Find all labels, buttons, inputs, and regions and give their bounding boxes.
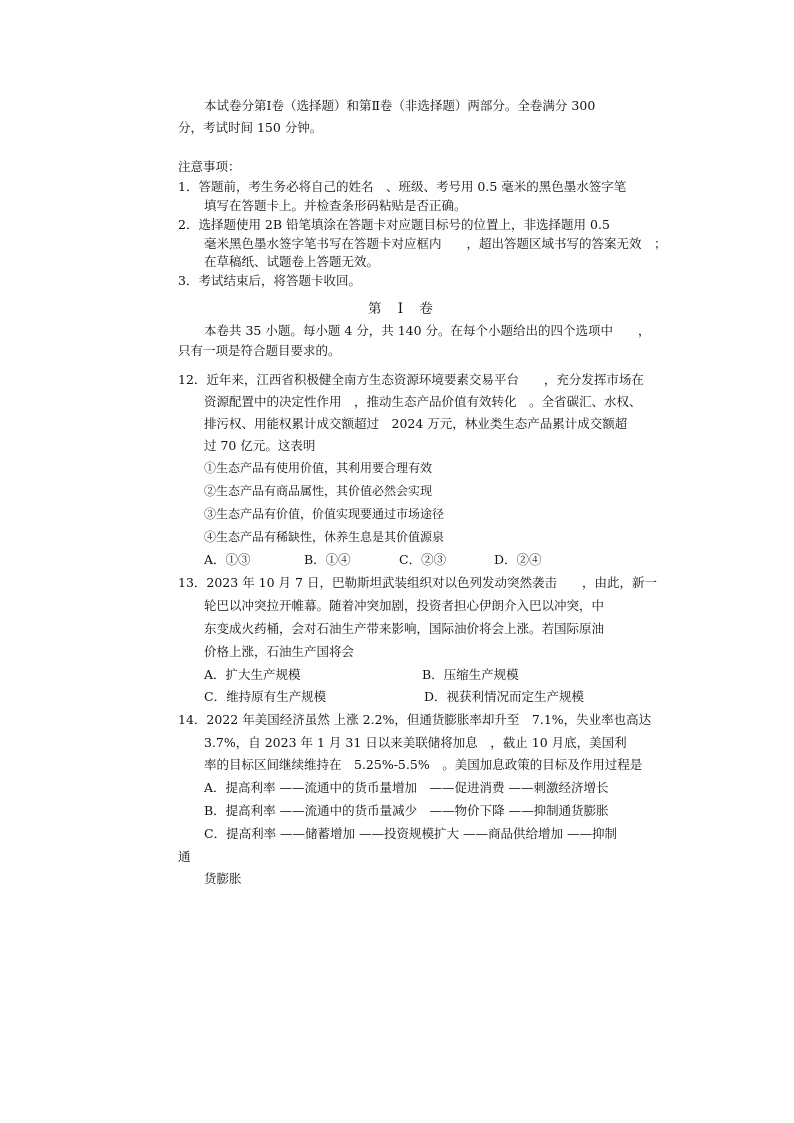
q12-item: ①生态产品有使用价值，其利用要合理有效 — [204, 461, 433, 475]
section-desc-2: 只有一项是符合题目要求的。 — [178, 343, 341, 358]
q12-option-c: C．②③ — [399, 552, 447, 567]
q13-option-d: D．视获利情况而定生产规模 — [424, 689, 585, 704]
q14-stem-line: 14．2022 年美国经济虽然 上涨 2.2%，但通货膨胀率却升至 7.1%，失业率也高达 — [178, 712, 652, 727]
intro-line-1: 本试卷分第Ⅰ卷（选择题）和第Ⅱ卷（非选择题）两部分。全卷满分 300 — [204, 98, 596, 113]
notice-line: 1．答题前，考生务必将自己的姓名 、班级、考号用 0.5 毫米的黑色墨水签字笔 — [178, 179, 627, 194]
section-title: 第 Ⅰ 卷 — [368, 301, 439, 317]
q14-option-a: A．提高利率 ——流通中的货币量增加 ——促进消费 ——刺激经济增长 — [204, 780, 609, 795]
q14-stem-line: 率的目标区间继续维持在 5.25%-5.5% 。美国加息政策的目标及作用过程是 — [204, 757, 643, 772]
notice-line: 毫米黑色墨水签字笔书写在答题卡对应框内 ，超出答题区域书写的答案无效 ； — [204, 236, 667, 251]
q12-option-b: B．①④ — [304, 552, 351, 567]
q14-option-b: B．提高利率 ——流通中的货币量减少 ——物价下降 ——抑制通货膨胀 — [204, 803, 609, 818]
q12-item: ④生态产品有稀缺性，休养生息是其价值源泉 — [204, 530, 445, 544]
notice-line: 3．考试结束后，将答题卡收回。 — [178, 273, 361, 288]
q14-option-c-wrap: 货膨胀 — [204, 871, 242, 886]
intro-line-2: 分，考试时间 150 分钟。 — [178, 120, 323, 135]
q12-option-d: D．②④ — [494, 552, 542, 567]
notice-heading: 注意事项： — [178, 159, 241, 174]
q13-stem-line: 轮巴以冲突拉开帷幕。随着冲突加剧，投资者担心伊朗介入巴以冲突，中 — [204, 598, 605, 613]
q12-item: ②生态产品有商品属性，其价值必然会实现 — [204, 484, 433, 498]
q12-stem-line: 排污权、用能权累计成交额超过 2024 万元，林业类生态产品累计成交额超 — [204, 416, 628, 431]
q14-option-c-wrap: 通 — [178, 849, 191, 864]
q13-stem-line: 东变成火药桶，会对石油生产带来影响，国际油价将会上涨。若国际原油 — [204, 621, 605, 636]
q14-option-c: C．提高利率 ——储蓄增加 ——投资规模扩大 ——商品供给增加 ——抑制 — [204, 826, 617, 841]
section-desc-1: 本卷共 35 小题。每小题 4 分，共 140 分。在每个小题给出的四个选项中 ， — [204, 323, 651, 338]
notice-line: 2．选择题使用 2B 铅笔填涂在答题卡对应题目标号的位置上，非选择题用 0.5 — [178, 217, 610, 232]
q12-item: ③生态产品有价值，价值实现要通过市场途径 — [204, 507, 445, 521]
q14-stem-line: 3.7%，自 2023 年 1 月 31 日以来美联储将加息 ，截止 10 月底，美国利 — [204, 735, 627, 750]
notice-line: 填写在答题卡上。并检查条形码粘贴是否正确。 — [204, 198, 467, 213]
q12-stem-line: 资源配置中的决定性作用 ，推动生态产品价值有效转化 。全省碳汇、水权、 — [204, 394, 642, 409]
q12-option-a: A．①③ — [204, 552, 251, 567]
q13-option-b: B．压缩生产规模 — [422, 667, 519, 682]
q12-stem-line: 过 70 亿元。这表明 — [204, 438, 316, 453]
notice-line: 在草稿纸、试题卷上答题无效。 — [204, 254, 380, 269]
q12-stem-line: 12．近年来，江西省积极健全南方生态资源环境要素交易平台 ，充分发挥市场在 — [178, 372, 644, 387]
q13-stem-line: 价格上涨，石油生产国将会 — [204, 644, 355, 659]
q13-option-a: A．扩大生产规模 — [204, 667, 301, 682]
q13-stem-line: 13．2023 年 10 月 7 日，巴勒斯坦武装组织对以色列发动突然袭击 ，由此，新一 — [178, 575, 657, 590]
q13-option-c: C．维持原有生产规模 — [204, 689, 327, 704]
